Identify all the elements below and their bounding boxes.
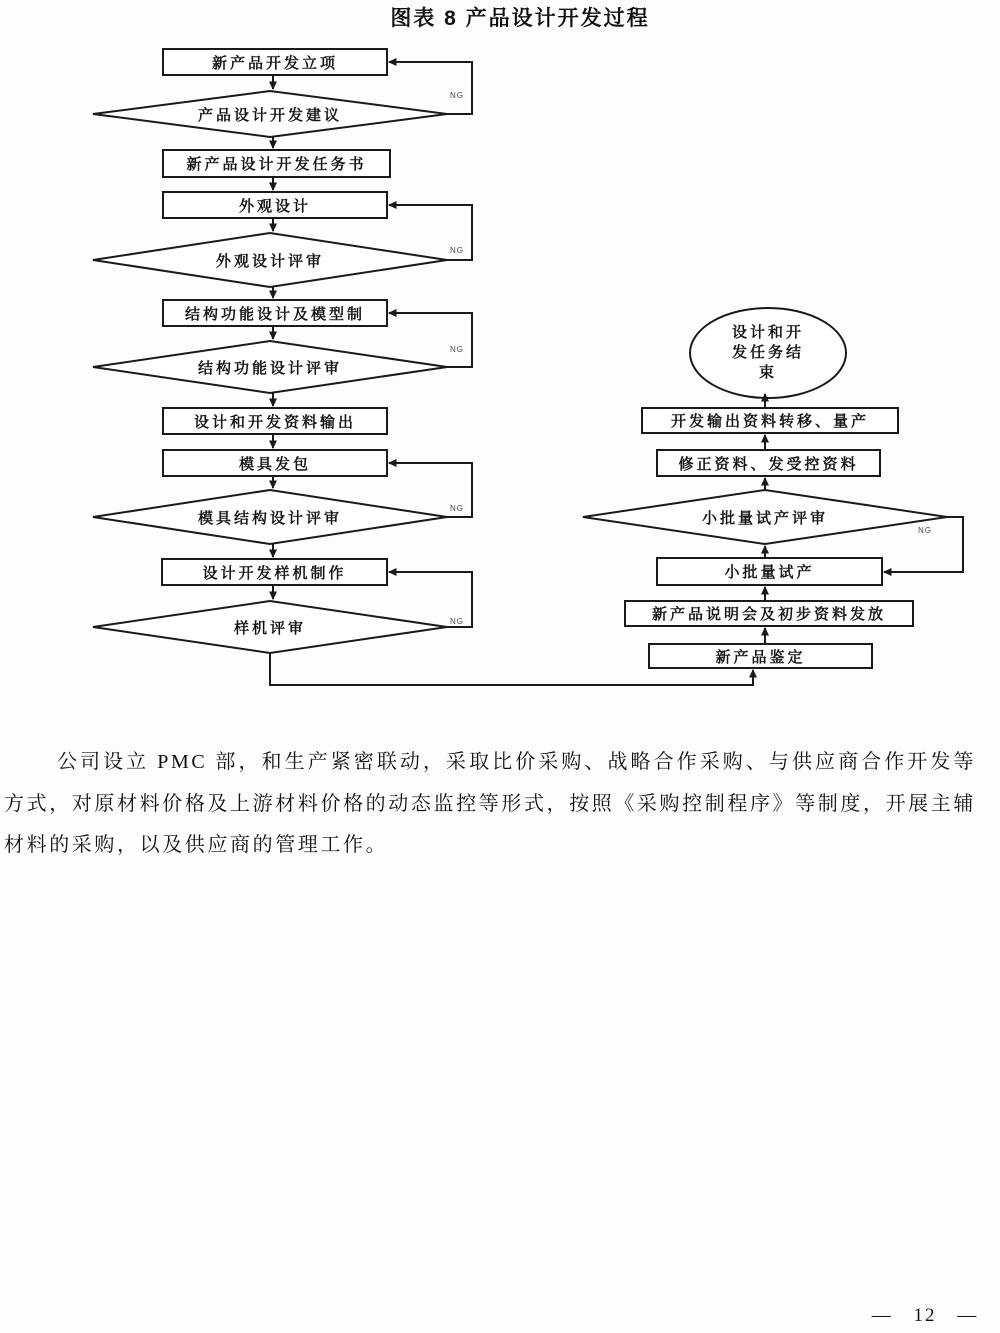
figure-title: 图表 8 产品设计开发过程	[390, 7, 650, 30]
page-number: — 12 —	[871, 1305, 979, 1326]
node-mold-structure-design-review-decision: 模具结构设计评审	[197, 510, 342, 527]
node-small-batch-trial-production: 小批量试产	[724, 565, 815, 581]
node-appearance-design: 外观设计	[238, 198, 311, 215]
node-output-data-transfer-mass-production: 开发输出资料转移、量产	[670, 414, 869, 430]
node-product-design-proposal-decision: 产品设计开发建议	[197, 107, 342, 124]
node-new-product-briefing-and-preliminary-data-release: 新产品说明会及初步资料发放	[651, 607, 886, 623]
node-structure-function-design-and-modeling: 结构功能设计及模型制	[184, 306, 365, 323]
ng-label-design-proposal: NG	[450, 91, 464, 100]
node-new-product-design-task-book: 新产品设计开发任务书	[186, 157, 367, 173]
node-new-product-project-approval: 新产品开发立项	[211, 55, 338, 72]
ng-label-mold-review: NG	[450, 504, 464, 513]
ng-label-structure-review: NG	[450, 345, 464, 354]
node-prototype-review-decision: 样机评审	[233, 620, 306, 637]
body-paragraph-procurement: 公司设立 PMC 部，和生产紧密联动，采取比价采购、战略合作采购、与供应商合作开发等方式，对原材料价格及上游材料价格的动态监控等形式，按照《采购控制程序》等制度，开展主辅材料的采购，以及供应商的管理工作。	[4, 751, 976, 856]
ng-label-prototype-review: NG	[450, 617, 464, 626]
node-design-development-task-end-terminator	[700, 311, 836, 395]
node-design-development-data-output: 设计和开发资料输出	[193, 414, 356, 431]
node-new-product-appraisal: 新产品鉴定	[715, 649, 806, 666]
node-structure-function-design-review-decision: 结构功能设计评审	[197, 360, 342, 377]
node-prototype-production: 设计开发样机制作	[202, 565, 347, 582]
node-mold-outsourcing: 模具发包	[238, 456, 311, 473]
terminator-label: 设计和开发任务结束	[732, 325, 805, 381]
node-small-batch-trial-production-review-decision: 小批量试产评审	[701, 510, 828, 527]
node-appearance-design-review-decision: 外观设计评审	[215, 253, 324, 270]
node-revise-data-issue-controlled-data: 修正资料、发受控资料	[678, 456, 859, 473]
ng-label-trial-production-review: NG	[918, 526, 932, 535]
ng-label-appearance-review: NG	[450, 246, 464, 255]
